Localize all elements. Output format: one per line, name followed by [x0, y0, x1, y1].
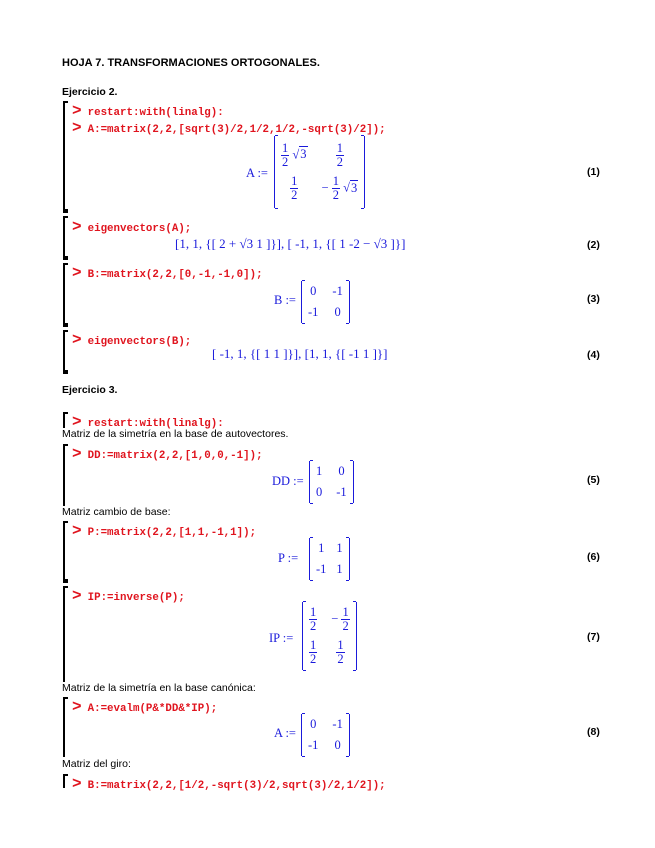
output-lhs: DD := — [272, 474, 304, 488]
command-line[interactable]: > B:=matrix(2,2,[0,-1,-1,0]); — [72, 264, 263, 282]
output-lhs: A := — [246, 166, 268, 180]
eigenvectors-output: [1, 1, {[ 2 + √3 1 ]}], [ -1, 1, {[ 1 -2 − √3 ]}] — [175, 236, 406, 251]
execution-group-bracket — [63, 697, 65, 757]
output-lhs: A := — [274, 726, 296, 740]
equation-label: (6) — [587, 551, 600, 563]
output-lhs: P := — [278, 551, 299, 565]
command-line[interactable]: > DD:=matrix(2,2,[1,0,0,-1]); — [72, 445, 263, 463]
command-line[interactable]: > restart:with(linalg): — [72, 413, 224, 431]
execution-group-bracket — [63, 774, 65, 788]
execution-group-bracket — [63, 444, 65, 506]
equation-label: (7) — [587, 631, 600, 643]
ejercicio-2-heading: Ejercicio 2. — [62, 86, 118, 98]
text-line: Matriz de la simetría en la base de autovectores. — [62, 428, 289, 440]
execution-group-bracket — [63, 412, 65, 428]
equation-label: (5) — [587, 474, 600, 486]
text-line: Matriz de la simetría en la base canónica: — [62, 682, 256, 694]
command-line[interactable]: > B:=matrix(2,2,[1/2,-sqrt(3)/2,sqrt(3)/2,1/2]); — [72, 775, 386, 793]
ejercicio-3-heading: Ejercicio 3. — [62, 384, 118, 396]
execution-group-bracket — [63, 216, 65, 258]
page-title: HOJA 7. TRANSFORMACIONES ORTOGONALES. — [62, 57, 320, 69]
command-line[interactable]: > IP:=inverse(P); — [72, 587, 185, 605]
matrix-output: 1 0 0 -1 — [309, 461, 354, 503]
output-lhs: IP := — [269, 631, 294, 645]
command-line[interactable]: > A:=evalm(P&*DD&*IP); — [72, 698, 218, 716]
execution-group-bracket — [63, 263, 65, 325]
output-lhs: B := — [274, 293, 296, 307]
matrix-output: 1 1 -1 1 — [309, 538, 350, 580]
execution-group-bracket — [63, 521, 65, 581]
command-line[interactable]: > eigenvectors(B); — [72, 331, 192, 349]
execution-group-bracket — [63, 330, 65, 372]
equation-label: (2) — [587, 239, 600, 251]
matrix-output: $\frac{1}{2}$ √3 $\frac{1}{2}$ $\frac{1}{2}$ − $\frac{1}{2}$ √3 — [274, 136, 365, 208]
command-line[interactable]: > A:=matrix(2,2,[sqrt(3)/2,1/2,1/2,-sqrt(3)/2]); — [72, 119, 386, 137]
execution-group-bracket — [63, 101, 65, 211]
equation-label: (4) — [587, 349, 600, 361]
equation-label: (1) — [587, 166, 600, 178]
matrix-output: 0 -1 -1 0 — [301, 281, 350, 323]
execution-group-bracket — [63, 586, 65, 682]
matrix-output: $\frac{1}{2}$ − $\frac{1}{2}$ $\frac{1}{2}$ $\frac{1}{2}$ — [302, 602, 357, 670]
text-line: Matriz cambio de base: — [62, 506, 171, 518]
text-line: Matriz del giro: — [62, 758, 131, 770]
command-line[interactable]: > restart:with(linalg): — [72, 102, 224, 120]
equation-label: (8) — [587, 726, 600, 738]
equation-label: (3) — [587, 293, 600, 305]
command-line[interactable]: > P:=matrix(2,2,[1,1,-1,1]); — [72, 522, 257, 540]
eigenvectors-output: [ -1, 1, {[ 1 1 ]}], [1, 1, {[ -1 1 ]}] — [212, 346, 388, 361]
matrix-output: 0 -1 -1 0 — [301, 714, 350, 756]
command-line[interactable]: > eigenvectors(A); — [72, 218, 192, 236]
